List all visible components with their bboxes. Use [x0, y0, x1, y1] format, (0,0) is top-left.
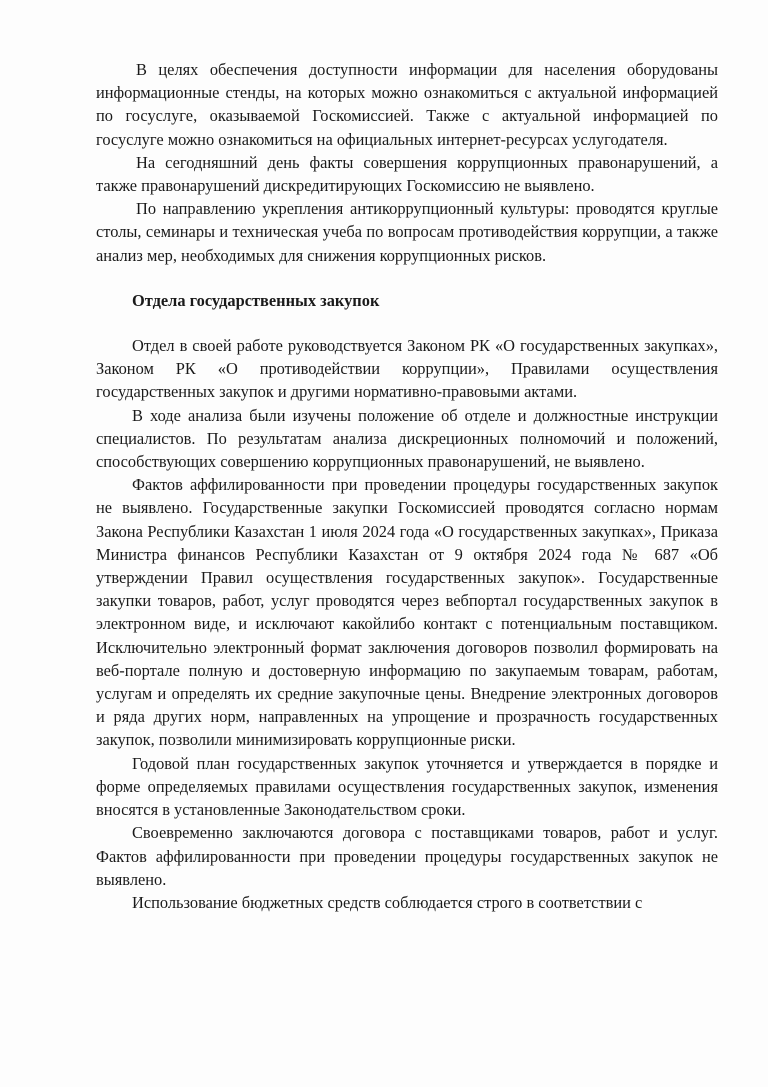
- paragraph-info-stands: В целях обеспечения доступности информации для населения оборудованы информационные стенды, на которых можно ознакомиться с актуальной информацией по госуслуге, оказываемой Госкомиссией. Также с актуальной информацией по госуслуге можно ознакомиться на официальных интернет-ресурсах услугодателя.: [96, 60, 718, 149]
- paragraph-contracts: Своевременно заключаются договора с поставщиками товаров, работ и услуг. Фактов аффилированности при проведении процедуры государственных закупок не выявлено.: [96, 823, 718, 889]
- section-heading: Отдела государственных закупок: [132, 290, 380, 310]
- paragraph-analysis: В ходе анализа были изучены положение об отделе и должностные инструкции специалистов. По результатам анализа дискреционных полномочий и положений, способствующих совершению коррупционных правонарушений, не выявлено.: [96, 405, 718, 472]
- paragraph-budget-funds: Использование бюджетных средств соблюдается строго в соответствии с: [132, 892, 643, 912]
- paragraph-legal-basis: Отдел в своей работе руководствуется Законом РК «О государственных закупках», Законом РК «О противодействии коррупции», Правилами осуществления государственных закупок и другими нормативно-правовыми актами.: [96, 336, 718, 402]
- paragraph-no-violations: На сегодняшний день факты совершения коррупционных правонарушений, а также правонарушений дискредитирующих Госкомиссию не выявлено.: [96, 152, 718, 196]
- paragraph-anticorruption-culture: По направлению укрепления антикоррупционный культуры: проводятся круглые столы, семинары и техническая учеба по вопросам противодействия коррупции, а также анализ мер, необходимых для снижения коррупционных рисков.: [96, 199, 718, 265]
- paragraph-procurement-procedure: Фактов аффилированности при проведении процедуры государственных закупок не выявлено. Государственные закупки Госкомиссией проводятся согласно нормам Закона Республики Казахстан 1 июля 2024 года «О государственных закупках», Приказа Министра финансов Республики Казахстан от 9 октября 2024 года № 687 «Об утверждении Правил осуществления государственных закупок». Государственные закупки товаров, работ, услуг проводятся через вебпортал государственных закупок в электронном виде, и исключают какойлибо контакт с потенциальным поставщиком. Исключительно электронный формат заключения договоров позволил формировать на веб-портале полную и достоверную информацию по закупаемым товарам, работам, услугам и определять их средние закупочные цены. Внедрение электронных договоров и ряда других норм, направленных на упрощение и прозрачность государственных закупок, позволили минимизировать коррупционные риски.: [96, 475, 718, 750]
- paragraph-annual-plan: Годовой план государственных закупок уточняется и утверждается в порядке и форме определяемых правилами осуществления государственных закупок, изменения вносятся в установленные Законодательством сроки.: [96, 753, 718, 820]
